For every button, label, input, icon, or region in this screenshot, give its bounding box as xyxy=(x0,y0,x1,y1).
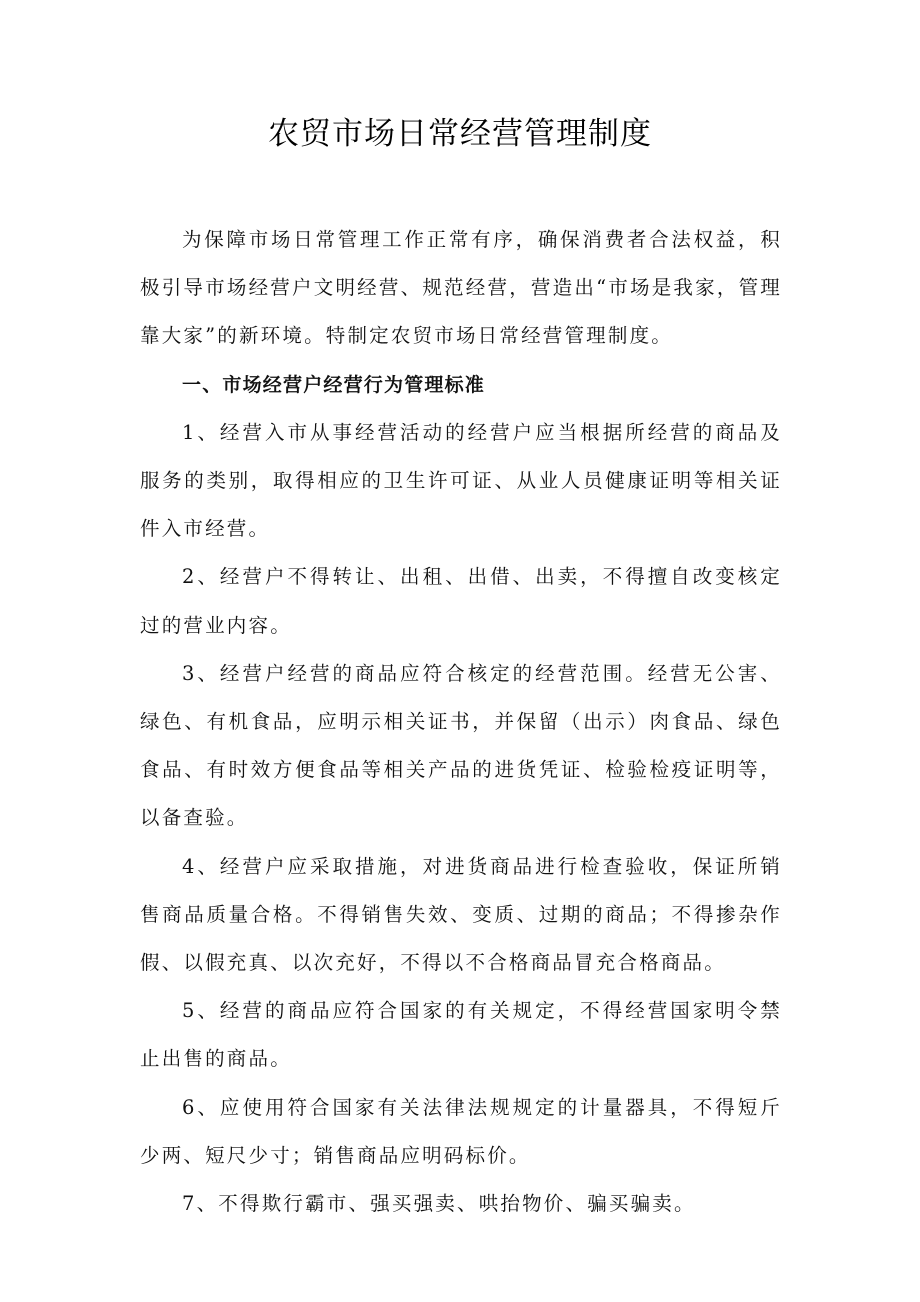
document-title: 农贸市场日常经营管理制度 xyxy=(268,116,652,152)
section-heading: 一、市场经营户经营行为管理标准 xyxy=(182,373,486,396)
intro-paragraph: 为保障市场日常管理工作正常有序，确保消费者合法权益，积极引导市场经营户文明经营、规范经营，营造出“市场是我家，管理靠大家”的新环境。特制定农贸市场日常经营管理制度。 xyxy=(140,228,782,348)
rule-item-5: 5、经营的商品应符合国家的有关规定，不得经营国家明令禁止出售的商品。 xyxy=(140,999,782,1071)
rule-item-6: 6、应使用符合国家有关法律法规规定的计量器具，不得短斤少两、短尺少寸；销售商品应明码标价。 xyxy=(140,1095,782,1167)
rule-item-7: 7、不得欺行霸市、强买强卖、哄抬物价、骗买骗卖。 xyxy=(182,1192,696,1216)
rule-item-4: 4、经营户应采取措施，对进货商品进行检查验收，保证所销售商品质量合格。不得销售失效、变质、过期的商品；不得掺杂作假、以假充真、以次充好，不得以不合格商品冒充合格商品。 xyxy=(140,854,782,975)
document-body xyxy=(140,216,782,1228)
rule-item-1: 1、经营入市从事经营活动的经营户应当根据所经营的商品及服务的类别，取得相应的卫生许可证、从业人员健康证明等相关证件入市经营。 xyxy=(140,420,782,541)
rule-item-2: 2、经营户不得转让、出租、出借、出卖，不得擅自改变核定过的营业内容。 xyxy=(140,565,782,637)
section-1 xyxy=(140,361,782,1229)
rule-item-3: 3、经营户经营的商品应符合核定的经营范围。经营无公害、绿色、有机食品，应明示相关证书，并保留（出示）肉食品、绿色食品、有时效方便食品等相关产品的进货凭证、检验检疫证明等，以备查验。 xyxy=(140,661,782,830)
